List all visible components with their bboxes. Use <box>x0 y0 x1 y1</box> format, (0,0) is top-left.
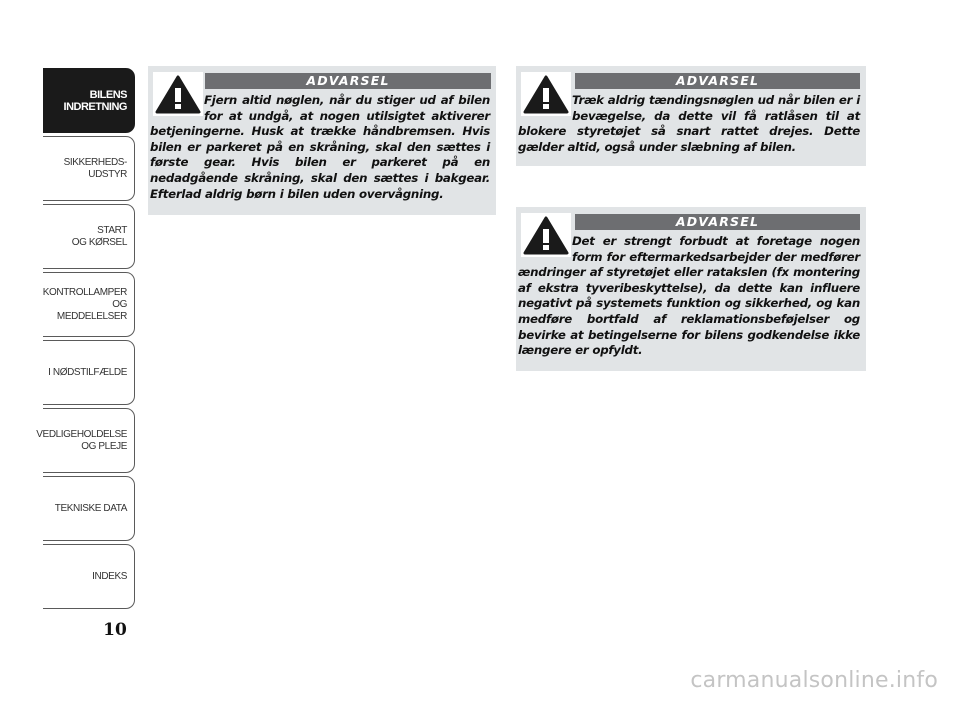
warning-box-ignition <box>516 66 866 166</box>
warning-text: Træk aldrig tændingsnøglen ud når bilen er i bevægelse, da dette vil få ratlåsen til at blokere styretøjet så snart rattet drejes. Dette gælder altid, også under slæbning af bilen. <box>518 93 860 154</box>
tab-start-og-korsel[interactable]: START OG KØRSEL <box>43 204 135 269</box>
watermark: carmanualsonline.info <box>690 668 938 693</box>
warning-heading: ADVARSEL <box>575 73 860 89</box>
tab-tekniske-data[interactable]: TEKNISKE DATA <box>43 476 135 541</box>
warning-heading: ADVARSEL <box>205 73 491 89</box>
warning-heading: ADVARSEL <box>575 214 860 230</box>
tab-bilens-indretning[interactable]: BILENS INDRETNING <box>43 68 135 133</box>
warning-box-steering <box>516 207 866 371</box>
tab-i-nodstilfaelde[interactable]: I NØDSTILFÆLDE <box>43 340 135 405</box>
tab-vedligeholdelse[interactable]: VEDLIGEHOLDELSE OG PLEJE <box>43 408 135 473</box>
tab-sikkerhedsudstyr[interactable]: SIKKERHEDS- UDSTYR <box>43 136 135 201</box>
tab-kontrollamper[interactable]: KONTROLLAMPER OG MEDDELELSER <box>43 272 135 337</box>
warning-text: Fjern altid nøglen, når du stiger ud af bilen for at undgå, at nogen utilsigtet aktiverer betjeningerne. Husk at trække håndbremsen. Hvis bilen er parkeret på en skråning, skal den sættes i første gear. Hvis bilen er parkeret på en nedadgående skråning, skal den sættes i bakgear. Efterlad aldrig børn i bilen uden overvågning. <box>150 93 490 201</box>
warning-box-key <box>148 66 496 215</box>
page-number: 10 <box>103 620 127 640</box>
tab-indeks[interactable]: INDEKS <box>43 544 135 609</box>
warning-text: Det er strengt forbudt at foretage nogen form for eftermarkedsarbejder der medfører ændringer af styretøjet eller ratakslen (fx montering af ekstra tyveribeskyttelse), da dette kan influere negativt på systemets funktion og sikkerhed, og kan medføre bortfald af reklamationsbeføjelser og bevirke at betingelserne for bilens godkendelse ikke længere er opfyldt. <box>518 234 860 358</box>
